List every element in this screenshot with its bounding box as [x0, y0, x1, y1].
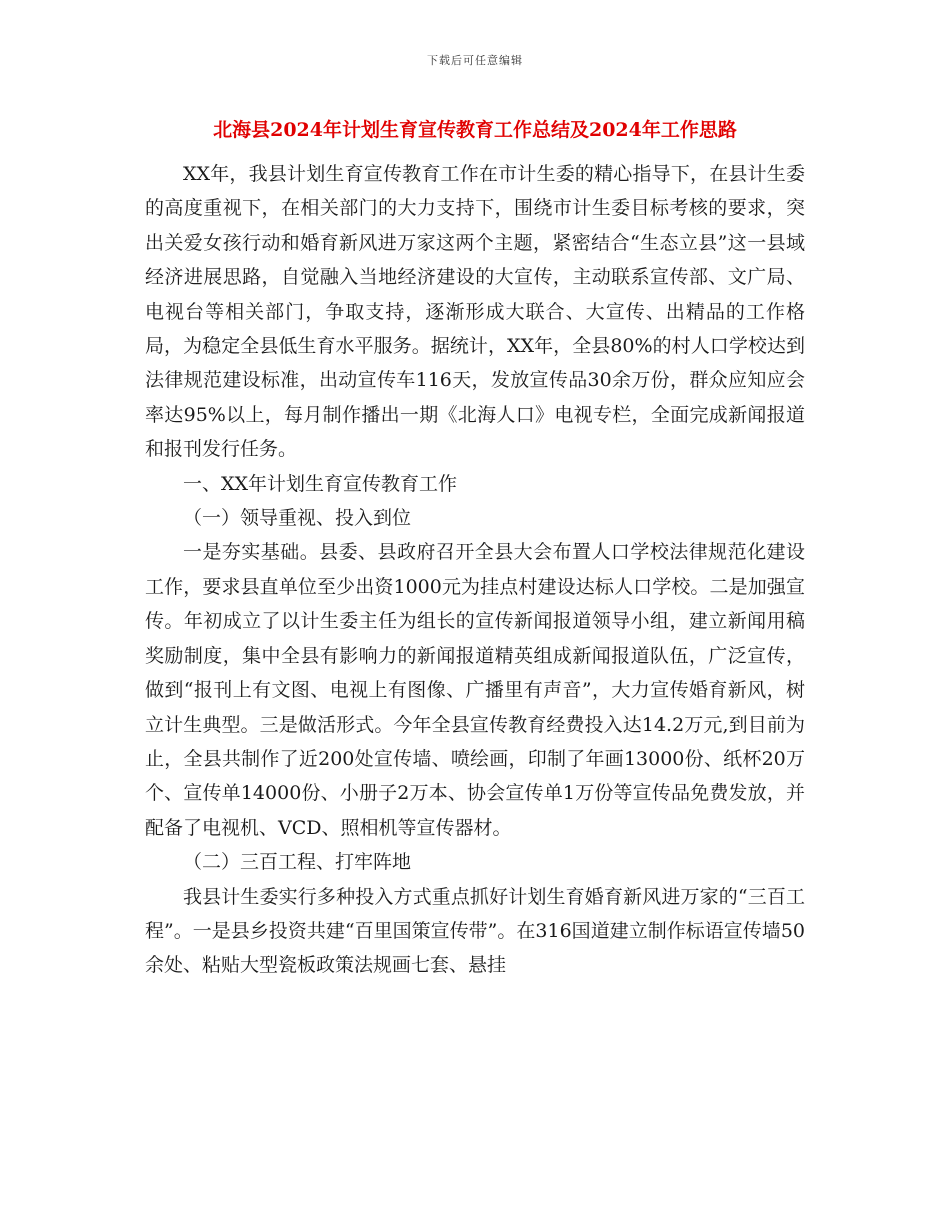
paragraph-intro: XX年，我县计划生育宣传教育工作在市计生委的精心指导下，在县计生委的高度重视下，在相关部门的大力支持下，围绕市计生委目标考核的要求，突出关爱女孩行动和婚育新风进万家这两个主题，紧密结合“生态立县”这一县域经济进展思路，自觉融入当地经济建设的大宣传，主动联系宣传部、文广局、电视台等相关部门，争取支持，逐渐形成大联合、大宣传、出精品的工作格局，为稳定全县低生育水平服务。据统计，XX年，全县80%的村人口学校达到法律规范建设标准，出动宣传车116天，发放宣传品30余万份，群众应知应会率达95%以上，每月制作播出一期《北海人口》电视专栏，全面完成新闻报道和报刊发行任务。 — [145, 163, 805, 461]
subsection-heading-1: （一）领导重视、投入到位 — [183, 507, 412, 530]
section-heading-1: 一、XX年计划生育宣传教育工作 — [183, 472, 458, 495]
document-body — [145, 157, 805, 983]
document-title: 北海县2024年计划生育宣传教育工作总结及2024年工作思路 — [213, 119, 737, 141]
paragraph-three-hundred-project: 我县计生委实行多种投入方式重点抓好计划生育婚育新风进万家的“三百工程”。一是县乡投资共建“百里国策宣传带”。在316国道建立制作标语宣传墙50余处、粘贴大型瓷板政策法规画七套、悬挂 — [145, 885, 805, 977]
subsection-heading-2: （二）三百工程、打牢阵地 — [183, 851, 412, 874]
header-note: 下载后可任意编辑 — [427, 54, 523, 67]
paragraph-leadership: 一是夯实基础。县委、县政府召开全县大会布置人口学校法律规范化建设工作，要求县直单位至少出资1000元为挂点村建设达标人口学校。二是加强宣传。年初成立了以计生委主任为组长的宣传新闻报道领导小组，建立新闻用稿奖励制度，集中全县有影响力的新闻报道精英组成新闻报道队伍，广泛宣传，做到“报刊上有文图、电视上有图像、广播里有声音”，大力宣传婚育新风，树立计生典型。三是做活形式。今年全县宣传教育经费投入达14.2万元,到目前为止，全县共制作了近200处宣传墙、喷绘画，印制了年画13000份、纸杯20万个、宣传单14000份、小册子2万本、协会宣传单1万份等宣传品免费发放，并配备了电视机、VCD、照相机等宣传器材。 — [145, 541, 805, 839]
